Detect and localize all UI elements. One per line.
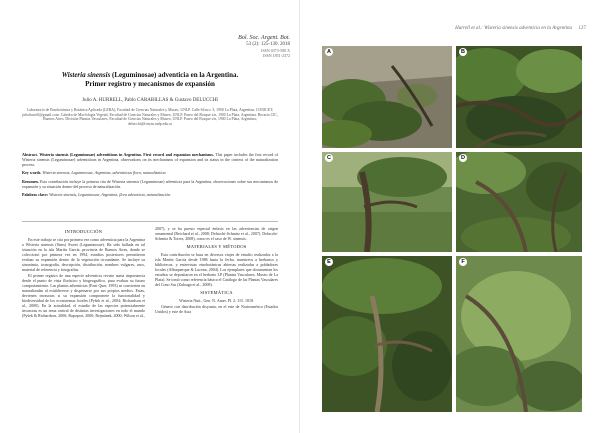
keywords-text: Wisteria sinensis, Leguminosae, Argentina, adventitious flora, naturalization.	[42, 170, 167, 175]
photo-f-image	[456, 256, 582, 412]
intro-paragraph-1: En este trabajo se cita por primera vez como adventicia para la Argentina a Wisteria sinensis (Sims) Sweet (Leguminosae). Ha sido hallada en tal situación en la isla Martín García, provincia de Buenos Aires, donde se coleccionó por primera vez en 1994, estudios posteriores permitieron evaluar su expansión dentro de la vegetación circundante. Se incluye su sinonimia, iconografía, descripción, distribución, nombres vulgares, usos, material de referencia y fotografías.	[22, 237, 145, 272]
intro-heading: INTRODUCCIÓN	[64, 229, 103, 234]
resumen	[22, 179, 278, 189]
abstract-text: This paper includes the first record of Wisteria sinensis (Leguminosae) adventitious in Argentina, observations on its mechanisms of expansion and its status in the context of the naturalization process.	[22, 152, 279, 167]
systematic-paragraph: Género con distribución disyunta, en el este de Norteamérica (Estados Unidos) y este de Asia	[155, 304, 278, 314]
methods-paragraph: Esta contribución se basa en diversos viajes de estudio realizados a la isla Martín García desde 1986 hasta la fecha, muestreos a herbarios y bibliotecas, y entrevistas etnobotánicas abiertas realizadas a pobladores locales (Albuquerque & Lucena, 2004). Los ejemplares que documentan los estudios se depositaron en el herbario LP (Plantas Vasculares, Museo de La Plata). Se tomó como referencia básica el Catálogo de las Plantas Vasculares del Cono Sur (Zuloaga et al., 2008).	[155, 252, 278, 287]
authors: Julio A. HURRELL, Pablo CARABILLAS & Gustavo DELUCCHI	[82, 98, 218, 103]
photo-b-image	[456, 46, 582, 148]
abstract-title: Wisteria sinensis (Leguminosae) adventitious in Argentina. First record and expansion mechanisms.	[39, 152, 214, 157]
systematic-entry: Wisteria Nutt., Gen. N. Amer. Pl. 2: 115. 1818.	[178, 298, 255, 303]
title-family: (Leguminosae) adventicia en la Argentina.	[112, 71, 239, 79]
palabras-clave-label: Palabras clave:	[22, 192, 49, 197]
keywords-label: Key words.	[22, 170, 42, 175]
issn-print: ISSN 0373-580 X	[261, 48, 290, 53]
photo-b-label: B	[459, 48, 467, 56]
photo-a	[322, 46, 452, 148]
affiliations: Laboratorio de Etnobotánica y Botánica Aplicada (LEBA), Facultad de Ciencias Naturales y Museo, UNLP. Calle 64 nro. 3, 1900 La Plata, Argentina. CONICET; juliohurrell@gmail.com. Cátedra de Morfología Vegetal, Facultad de Ciencias Naturales y Museo, UNLP. Paseo del Bosque s/n, 1900 La Plata, Argentina. Becario CIC, Buenos Aires. División Plantas Vasculares, Facultad de Ciencias Naturales y Museo, UNLP. Paseo del Bosque s/n, 1900 La Plata, Argentina; delucchi@fcnym.unlp.edu.ar	[22, 108, 278, 126]
body-column-left	[22, 226, 145, 319]
journal-header	[238, 35, 290, 58]
intro-paragraph-2: El primer registro de una especie adventicia reviste suma importancia desde el punto de vista florístico y biogeográfico, para evaluar su futuro comportamiento. Las plantas adventicias (Font Quer, 1993) se convierten en naturalizadas al establecerse y dispersarse por sus propios medios. Estas, devienen invasoras si su expansión compromete la funcionalidad y biodiversidad de los ecosistemas locales (Pyšek et al., 2004; Richardson et al., 2000). En la actualidad, el estudio de las especies potencialmente invasoras es un tema central de distintas investigaciones en todo el mundo (Pyšek & Richardson, 2006; Rapoport, 2000; Rejmánek, 2000; Wilson et al.,	[22, 273, 145, 318]
keywords	[22, 170, 278, 175]
journal-title: Bol. Soc. Argent. Bot.	[238, 35, 290, 41]
photo-a-label: A	[325, 48, 333, 56]
running-head: Hurrell et al.: Wisteria sinensis adventicia en la Argentina	[455, 26, 572, 31]
photo-a-image	[322, 46, 452, 148]
palabras-clave-text: Wisteria sinensis, Leguminosae, Argentina, flora adventicia, naturalización.	[49, 192, 171, 197]
photo-c-image	[322, 152, 452, 252]
palabras-clave	[22, 192, 278, 197]
photo-d-image	[456, 152, 582, 252]
photo-d-label: D	[459, 154, 467, 162]
photo-d	[456, 152, 582, 252]
photo-e-label: E	[325, 258, 333, 266]
col2-paragraph-1: 2007), y se ha puesto especial énfasis en las advertencias de origen ornamental (Reichard et al., 2008; Delucchi-Schmitz et al., 2007). Delucchi-Schmitz & Torres, 2008), como es el caso de W. sinensis.	[155, 226, 278, 241]
photo-b	[456, 46, 582, 148]
article-title	[14, 71, 286, 89]
abstract-label: Abstract.	[22, 152, 38, 157]
abstract-block	[22, 152, 278, 197]
photo-f	[456, 256, 582, 412]
right-page	[300, 0, 600, 433]
photo-c	[322, 152, 452, 252]
photo-c-label: C	[325, 154, 333, 162]
title-line2: Primer registro y mecanismos de expansión	[85, 80, 215, 88]
resumen-label: Resumen.	[22, 179, 39, 184]
journal-volume: 53 (2): 125-130. 2018	[246, 42, 290, 47]
section-rule	[22, 221, 278, 222]
abstract	[22, 152, 278, 167]
issn-online: ISSN 1851-2372	[262, 53, 290, 58]
title-genus: Wisteria sinensis	[61, 71, 111, 79]
photo-e	[322, 256, 452, 412]
page-number: 127	[578, 26, 586, 31]
photo-f-label: F	[459, 258, 467, 266]
photo-e-image	[322, 256, 452, 412]
methods-heading: MATERIALES Y MÉTODOS	[186, 244, 247, 249]
systematic-heading: SISTEMÁTICA	[200, 290, 233, 295]
resumen-text: Esta contribución incluye la primera cita de Wisteria sinensis (Leguminosae) adventicia para la Argentina, observaciones sobre sus mecanismos de expansión y su situación dentro del proceso de naturalización.	[22, 179, 279, 189]
body-column-right	[155, 226, 278, 315]
